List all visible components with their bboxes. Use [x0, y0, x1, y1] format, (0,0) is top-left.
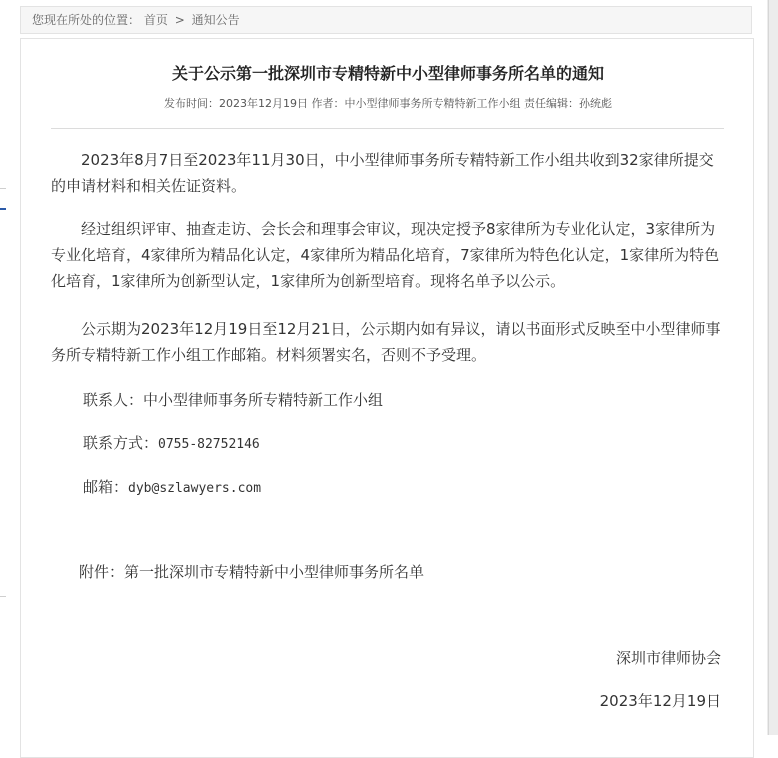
article-title: 关于公示第一批深圳市专精特新中小型律师事务所名单的通知	[171, 64, 604, 83]
contact-label: 联系人：	[83, 391, 144, 409]
article-paragraph-3: 公示期为2023年12月19日至12月21日，公示期内如有异议，请以书面形式反映至中小型律师事务所专精特新工作小组工作邮箱。材料须署实名，否则不予受理。	[51, 320, 721, 364]
phone-line	[83, 432, 260, 453]
article-paragraph-1: 2023年8月7日至2023年11月30日，中小型律师事务所专精特新工作小组共收到32家律所提交的申请材料和相关佐证资料。	[51, 151, 714, 195]
breadcrumb-separator: >	[174, 13, 185, 27]
breadcrumb	[20, 6, 752, 34]
email-value: dyb@szlawyers.com	[128, 481, 262, 496]
left-accent-line	[0, 208, 6, 210]
scrollbar-edge	[768, 0, 769, 735]
breadcrumb-prefix: 您现在所处的位置：	[32, 13, 141, 27]
title-divider	[51, 128, 724, 129]
article-panel	[20, 38, 754, 758]
article-paragraph-2: 经过组织评审、抽查走访、会长会和理事会审议，现决定授予8家律所为专业化认定，3家律所为专业化培育，4家律所为精品化认定，4家律所为精品化培育，7家律所为特色化认定，1家律所为特色化培育，1家律所为创新型认定，1家律所为创新型培育。现将名单予以公示。	[51, 220, 720, 290]
left-divider	[0, 596, 6, 597]
breadcrumb-current-link[interactable]: 通知公告	[191, 13, 240, 27]
contact-line	[83, 389, 383, 410]
breadcrumb-home-link[interactable]: 首页	[143, 13, 168, 27]
phone-value: 0755-82752146	[158, 437, 260, 452]
attachment-link[interactable]: 附件：第一批深圳市专精特新中小型律师事务所名单	[79, 563, 425, 581]
signature-date: 2023年12月19日	[599, 692, 721, 710]
left-divider	[0, 188, 6, 189]
contact-value: 中小型律师事务所专精特新工作小组	[143, 391, 384, 409]
email-line	[83, 476, 261, 497]
email-label: 邮箱：	[83, 478, 129, 496]
signature: 深圳市律师协会	[615, 649, 721, 667]
article-meta: 发布时间：2023年12月19日 作者：中小型律师事务所专精特新工作小组 责任编辑：孙统彪	[164, 97, 612, 110]
phone-label: 联系方式：	[83, 434, 159, 452]
left-panel-edge	[0, 0, 6, 735]
